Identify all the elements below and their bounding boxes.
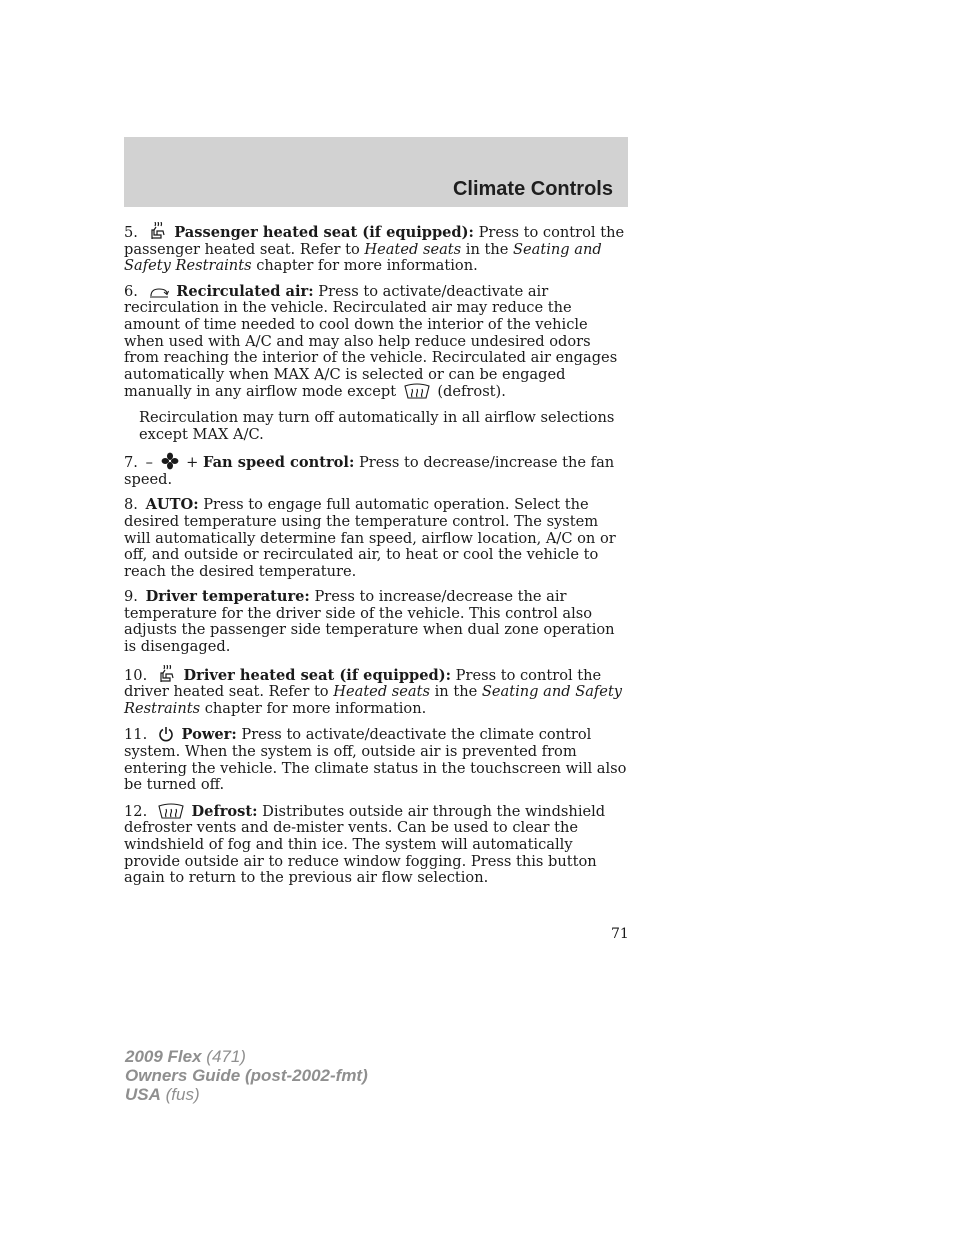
footer-guide: Owners Guide (post-2002-fmt) — [125, 1066, 368, 1085]
reference-heated-seats: Heated seats — [333, 683, 430, 701]
item-text: chapter for more information. — [200, 699, 427, 717]
defrost-icon — [404, 383, 430, 399]
document-footer — [125, 1047, 368, 1104]
heated-seat-icon — [149, 222, 167, 240]
item-text: Press to activate/deactivate the climate control system. When the system is off, outside air is prevented from entering the vehicle. The climate status in the touchscreen will also be turned off. — [124, 726, 627, 794]
reference-heated-seats: Heated seats — [364, 240, 462, 258]
footer-model-code: (471) — [201, 1047, 246, 1066]
footer-market: USA — [125, 1085, 161, 1104]
item-text: chapter for more information. — [251, 257, 478, 275]
item-6-note: Recirculation may turn off automatically in all airflow selections except MAX A/C. — [139, 408, 615, 443]
item-number: 12. — [124, 802, 148, 820]
item-number: 7. — [124, 454, 138, 472]
item-text: Press to control the passenger heated seat. Refer to — [124, 224, 625, 258]
item-text: (defrost). — [432, 383, 506, 401]
item-8 — [124, 497, 628, 580]
item-11 — [124, 726, 628, 793]
item-label: Fan speed control: — [203, 454, 355, 472]
page-number: 71 — [611, 926, 629, 942]
minus-sign: – — [145, 454, 153, 472]
item-10 — [124, 665, 628, 718]
defrost-icon — [158, 803, 184, 819]
item-label: Power: — [181, 726, 237, 744]
heated-seat-icon — [158, 665, 176, 683]
item-number: 8. — [124, 496, 138, 514]
item-number: 9. — [124, 588, 138, 606]
item-6 — [124, 284, 628, 401]
power-icon — [158, 726, 174, 742]
item-text: Distributes outside air through the windshield defroster vents and de-mister vents. Can be used to clear the windshield of fog and thin ice. The system will automatically provide outside air to reduce window fogging. Press this button again to return to the previous air flow selection. — [124, 802, 606, 887]
plus-sign: + — [186, 454, 199, 472]
item-number: 10. — [124, 666, 148, 684]
item-label: AUTO: — [145, 496, 199, 514]
item-5 — [124, 222, 628, 275]
item-text: Press to control the driver heated seat. Refer to — [124, 666, 602, 701]
item-label: Driver temperature: — [145, 588, 310, 606]
item-text: Press to increase/decrease the air temperature for the driver side of the vehicle. This control also adjusts the passenger side temperature when dual zone operation is disengaged. — [124, 588, 615, 656]
page-title: Climate Controls — [452, 178, 613, 200]
item-7 — [124, 452, 628, 488]
reference-chapter: Seating and Safety Restraints — [124, 240, 602, 275]
item-label: Recirculated air: — [176, 282, 314, 300]
document-body — [124, 222, 628, 896]
footer-line-guide — [125, 1066, 368, 1085]
fan-icon — [161, 452, 179, 470]
item-text: Press to decrease/increase the fan speed. — [124, 454, 615, 488]
item-text: Press to engage full automatic operation. Select the desired temperature using the temperature control. The system will automatically determine fan speed, airflow location, A/C on or off, and outside or recirculated air, to heat or cool the vehicle to reach the desired temperature. — [124, 496, 616, 580]
footer-line-model — [125, 1047, 368, 1066]
item-text: in the — [429, 683, 482, 701]
item-number: 11. — [124, 726, 148, 744]
item-text: in the — [461, 240, 514, 258]
footer-line-market — [125, 1085, 368, 1104]
item-number: 6. — [124, 282, 138, 300]
item-label: Driver heated seat (if equipped): — [183, 666, 452, 684]
reference-chapter: Seating and Safety Restraints — [124, 683, 623, 717]
item-text: Press to activate/deactivate air recirculation in the vehicle. Recirculated air may reduce the amount of time needed to cool down the interior of the vehicle when used with A/C and may also help reduce undesired odors from reaching the interior of the vehicle. Recirculated air engages automatically when MAX A/C is selected or can be engaged manually in any airflow mode except — [124, 282, 618, 401]
item-12 — [124, 803, 628, 887]
item-9 — [124, 589, 628, 655]
recirculation-icon — [149, 287, 169, 299]
footer-model: 2009 Flex — [125, 1047, 202, 1066]
header-band — [124, 137, 628, 207]
item-number: 5. — [124, 224, 138, 241]
footer-market-code: (fus) — [160, 1085, 200, 1104]
item-label: Passenger heated seat (if equipped): — [174, 224, 474, 241]
item-label: Defrost: — [191, 802, 258, 820]
